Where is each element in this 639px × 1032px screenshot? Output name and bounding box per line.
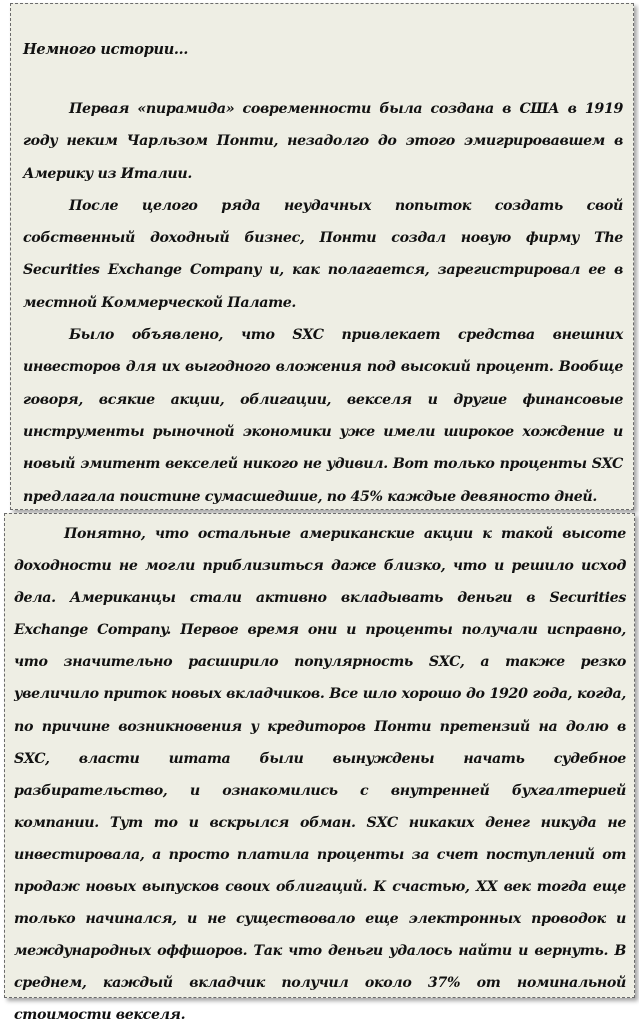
paragraph-collapse: Понятно, что остальные американские акции к такой высоте доходности не могли приблизиться даже близко, что и решило исход дела. Американцы стали активно вкладывать деньги в Securities Exchange Company. Первое время они и проценты получали исправно, что значительно расширило популярность SXC, а также резко увеличило приток новых вкладчиков. Все шло хорошо до 1920 года, когда, по причине возникновения у кредиторов Понти претензий на долю в SXC, власти штата были вынуждены начать судебное разбирательство, и ознакомились с внутренней бухгалтерией компании. Тут то и вскрылся обман. SXC никаких денег никуда не инвестировала, а просто платила проценты за счет поступлений от продаж новых выпусков своих облигаций. К счастью, XX век тогда еще только начинался, и не существовало еще электронных проводок и международных оффшоров. Так что деньги удалось найти и вернуть. В среднем, каждый вкладчик получил около 37% от номинальной стоимости векселя. bbox=[14, 526, 626, 1024]
section-heading: Немного истории… bbox=[23, 41, 189, 58]
paragraph-ponzi-company: После целого ряда неудачных попыток создать свой собственный доходный бизнес, Понти создал новую фирму The Securities Exchange Company и, как полагается, зарегистрировал ее в местной Коммерческой Палате. bbox=[23, 197, 623, 311]
paragraph-first-pyramid: Первая «пирамида» современности была создана в США в 1919 году неким Чарльзом Понти, незадолго до этого эмигрировавшем в Америку из Италии. bbox=[23, 101, 623, 182]
paragraph-sxc-offer: Было объявлено, что SXC привлекает средства внешних инвесторов для их выгодного вложения под высокий процент. Вообще говоря, всякие акции, облигации, векселя и другие финансовые инструменты рыночной экономики уже имели широкое хождение и новый эмитент векселей никого не удивил. Вот только проценты SXC предлагала поистине сумасшедшие, по 45% каждые девяносто дней. bbox=[23, 327, 623, 505]
history-text-box-bottom bbox=[4, 513, 635, 1024]
history-text-box-top bbox=[10, 3, 634, 510]
